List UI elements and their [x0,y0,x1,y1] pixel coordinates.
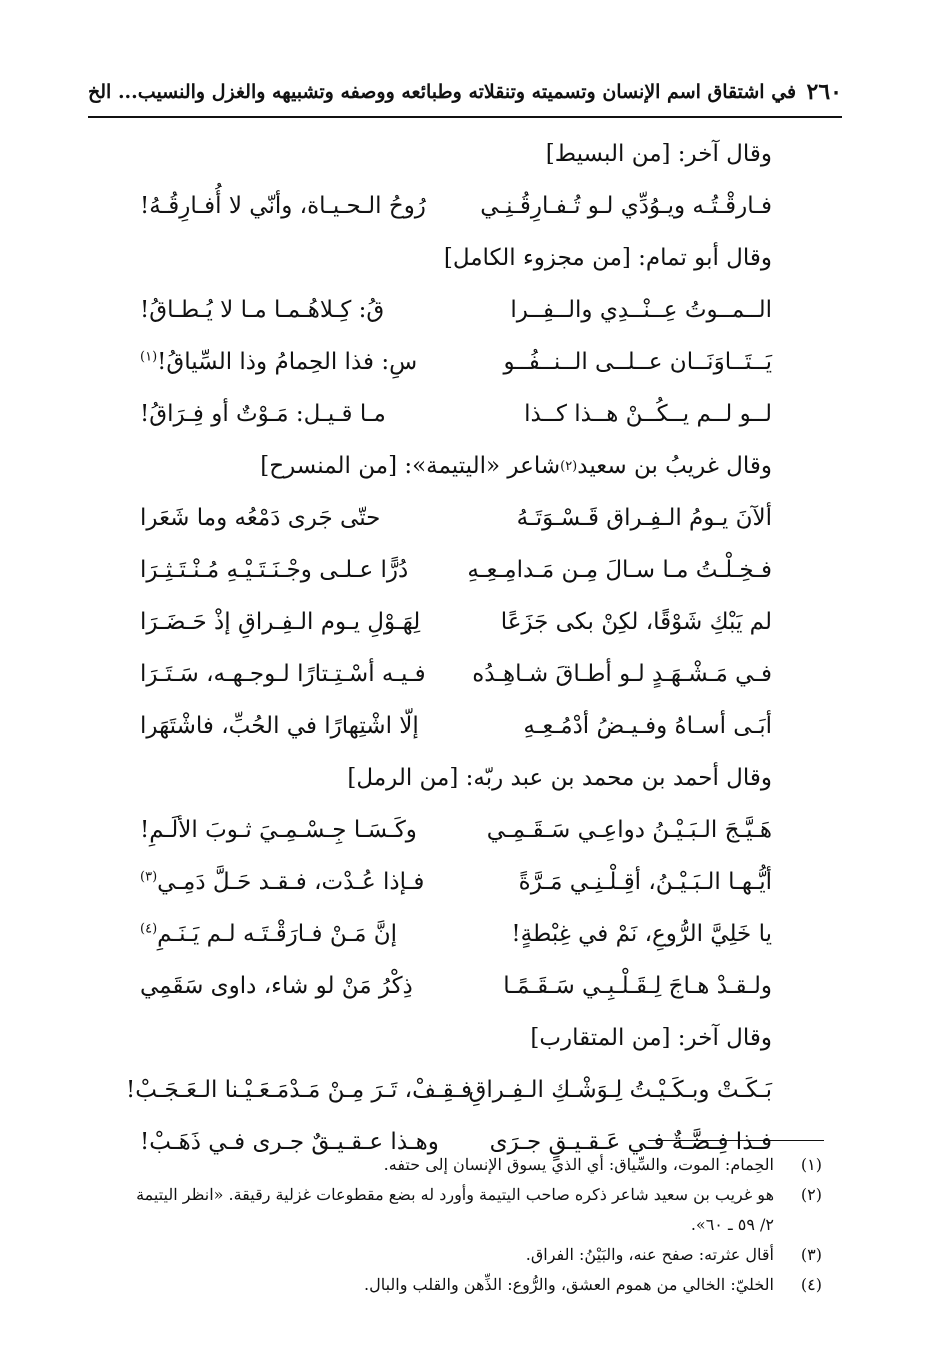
verse-second-hemistich: دُرًّا عـلـى وجْـنَـتَـيْـهِ مُـنْـتَـثِـرَا [140,557,409,583]
footnote [120,1150,822,1180]
verse-first-hemistich: لم يَبْكِ شَوْقًا، لكِنْ بكى جَزَعًا [500,609,772,635]
verse-second-hemistich: حتّى جَرى دَمْعُه وما شَعَرا [140,505,381,531]
footnote-ref: (٣) [140,869,158,885]
footnote-number: (٢) [800,1185,822,1204]
footnotes [120,1150,822,1300]
footnote-ref: (٢) [560,458,578,474]
verse-line [140,284,772,336]
verse-line [140,180,772,232]
verse-first-hemistich: فـذا فِـضَّـةٌ فـي عَـقـيـقٍ جـرَى [489,1129,772,1155]
running-title: في اشتقاق اسم الإنسان وتسميته وتنقلاته وطبائعه ووصفه وتشبيهه والغزل والنسيب... الخ [88,81,797,103]
verse-first-hemistich: فـارقْـتُـه ويـوُدِّي لـو تُـفـارِقُـنِـي [480,193,772,219]
intro-line [140,752,772,804]
verse-second-hemistich [140,349,417,375]
verse-first-hemistich: أبَـى أسـاهُ وفـيـضُ أدْمُـعِـهِ [523,713,772,739]
verse-first-hemistich: لــو لــم يــكُــنْ هــذا كــذا [524,401,772,427]
footnote [120,1270,822,1300]
intro-text: وقال آخر: [من المتقارب] [530,1025,772,1051]
verse-line [140,700,772,752]
verse-line [140,648,772,700]
header-rule [88,116,842,118]
footnote-text: هو غريب بن سعيد شاعر ذكره صاحب اليتيمة وأورد له بضع مقطوعات غزلية رقيقة. «انظر اليتيمة ٢/ ٥٩ ـ ٦٠». [136,1185,774,1234]
verse-line [140,492,772,544]
hemistich-text: سِ: فذا الحِمامُ وذا السِّياقُ! [157,349,418,375]
intro-line [140,440,772,492]
intro-line [140,1012,772,1064]
intro-text: وقال أحمد بن محمد بن عبد ربّه: [من الرمل] [347,765,772,791]
hemistich-text: إنَّ مَـنْ فـارَقْـتَـه لـم يَـنَـمِ [157,921,398,947]
intro-line [140,232,772,284]
footnote-text: أقال عثرته: صفح عنه، والبَيْنُ: الفراق. [525,1245,774,1264]
intro-text: وقال أبو تمام: [من مجزوء الكامل] [443,245,772,271]
footnote-text: الحِمام: الموت، والسِّياق: أي الذي يسوق الإنسان إلى حتفه. [383,1155,774,1174]
verse-line [140,804,772,856]
verse-first-hemistich: فـي مَـشْـهَـدٍ لـو أطـاقَ شـاهِـدُه [472,661,772,687]
footnote-number: (٤) [800,1275,822,1294]
verse-second-hemistich: قُ: كِـلاهُـمـا مـا لا يُـطـاقُ! [140,297,385,323]
footnote-ref: (١) [140,349,158,365]
verse-second-hemistich: وكَـسَـا جِـسْـمِـيَ ثـوبَ الألَـمِ! [140,817,417,843]
verse-second-hemistich [140,869,424,895]
footnote-separator [648,1140,824,1141]
page-header [88,72,842,112]
verse-line [140,336,772,388]
hemistich-text: فـإذا عُـدْت، فـقـد حَـلَّ دَمِـي [157,869,425,895]
verse-first-hemistich: بَـكَـتْ وبـكَـيْـتُ لِـوَشْـكِ الـفِـراقِ [468,1077,772,1103]
intro-text: وقال غريبُ بن سعيد [577,453,772,479]
footnote-ref: (٤) [140,921,158,937]
verse-second-hemistich [140,921,397,947]
verse-second-hemistich: فـقِـفْ، تَـرَ مِـنْ مَـدْمَـعَـيْـنا الـعَـجَـبْ! [125,1077,472,1103]
verse-line [140,960,772,1012]
footnote-text: الخليّ: الخالي من هموم العشق، والرُّوع: الذِّهن والقلب والبال. [363,1275,774,1294]
verse-line [140,908,772,960]
verse-second-hemistich: مـا قـيـل: مَـوْتٌ أو فِـرَاقُ! [140,401,386,427]
verse-second-hemistich: وهـذا عـقـيـقٌ جـرى فـي ذَهَـبْ! [140,1129,439,1155]
verse-first-hemistich: أيُّـهـا الـبَـيْـنُ، أقِـلْـنِـي مَـرَّةً [518,869,772,895]
footnote-number: (٣) [800,1245,822,1264]
verse-second-hemistich: إلّا اشْتِهارًا في الحُبِّ، فاشْتَهَرا [140,713,419,739]
verse-line [125,1064,772,1116]
verse-first-hemistich: فـخِـلْـتُ مـا سـالَ مِـن مَـدامِـعِـهِ [467,557,772,583]
verse-first-hemistich: الــمــوتُ عِــنْــدِي والــفِــرا [510,297,772,323]
footnote [120,1180,822,1240]
verse-first-hemistich: هَـيَّـجَ الـبَـيْـنُ دواعِـي سَـقَـمِـي [486,817,772,843]
verse-second-hemistich: لِهَـوْلِ يـوم الـفِـراقِ إذْ حَـضَـرَا [140,609,421,635]
verse-second-hemistich: ذِكْرُ مَنْ لو شاء، داوى سَقَمِي [140,973,413,999]
intro-text-continued: شاعر «اليتيمة»: [من المنسرح] [260,453,561,479]
verse-first-hemistich: ولـقـدْ هـاجَ لِـقَـلْـبِـي سَـقَـمًـا [503,973,772,999]
verse-first-hemistich: ألآنَ يـومُ الـفِـراق قَـسْـوَتَـهُ [516,505,772,531]
verse-line [140,388,772,440]
footnote-number: (١) [800,1155,822,1174]
verse-first-hemistich: يا خَلِيَّ الرُّوعِ، نَمْ في غِبْطةٍ! [511,921,772,947]
intro-text: وقال آخر: [من البسيط] [545,141,772,167]
page-number: ٢٦٠ [806,79,842,105]
verse-second-hemistich: فـيـه أسْـتِـتارًا لـوجـهـه، سَـتَـرَا [140,661,426,687]
verse-line [140,544,772,596]
verse-line [140,596,772,648]
poetry-body [125,128,772,1168]
verse-second-hemistich: رُوحُ الـحـيـاة، وأنّي لا أُفـارِقُـهُ! [140,193,426,219]
footnote [120,1240,822,1270]
verse-line [140,856,772,908]
intro-line [140,128,772,180]
verse-first-hemistich: يَــتَــاوَنَــان عــلــى الــنــفُــو [503,349,772,375]
